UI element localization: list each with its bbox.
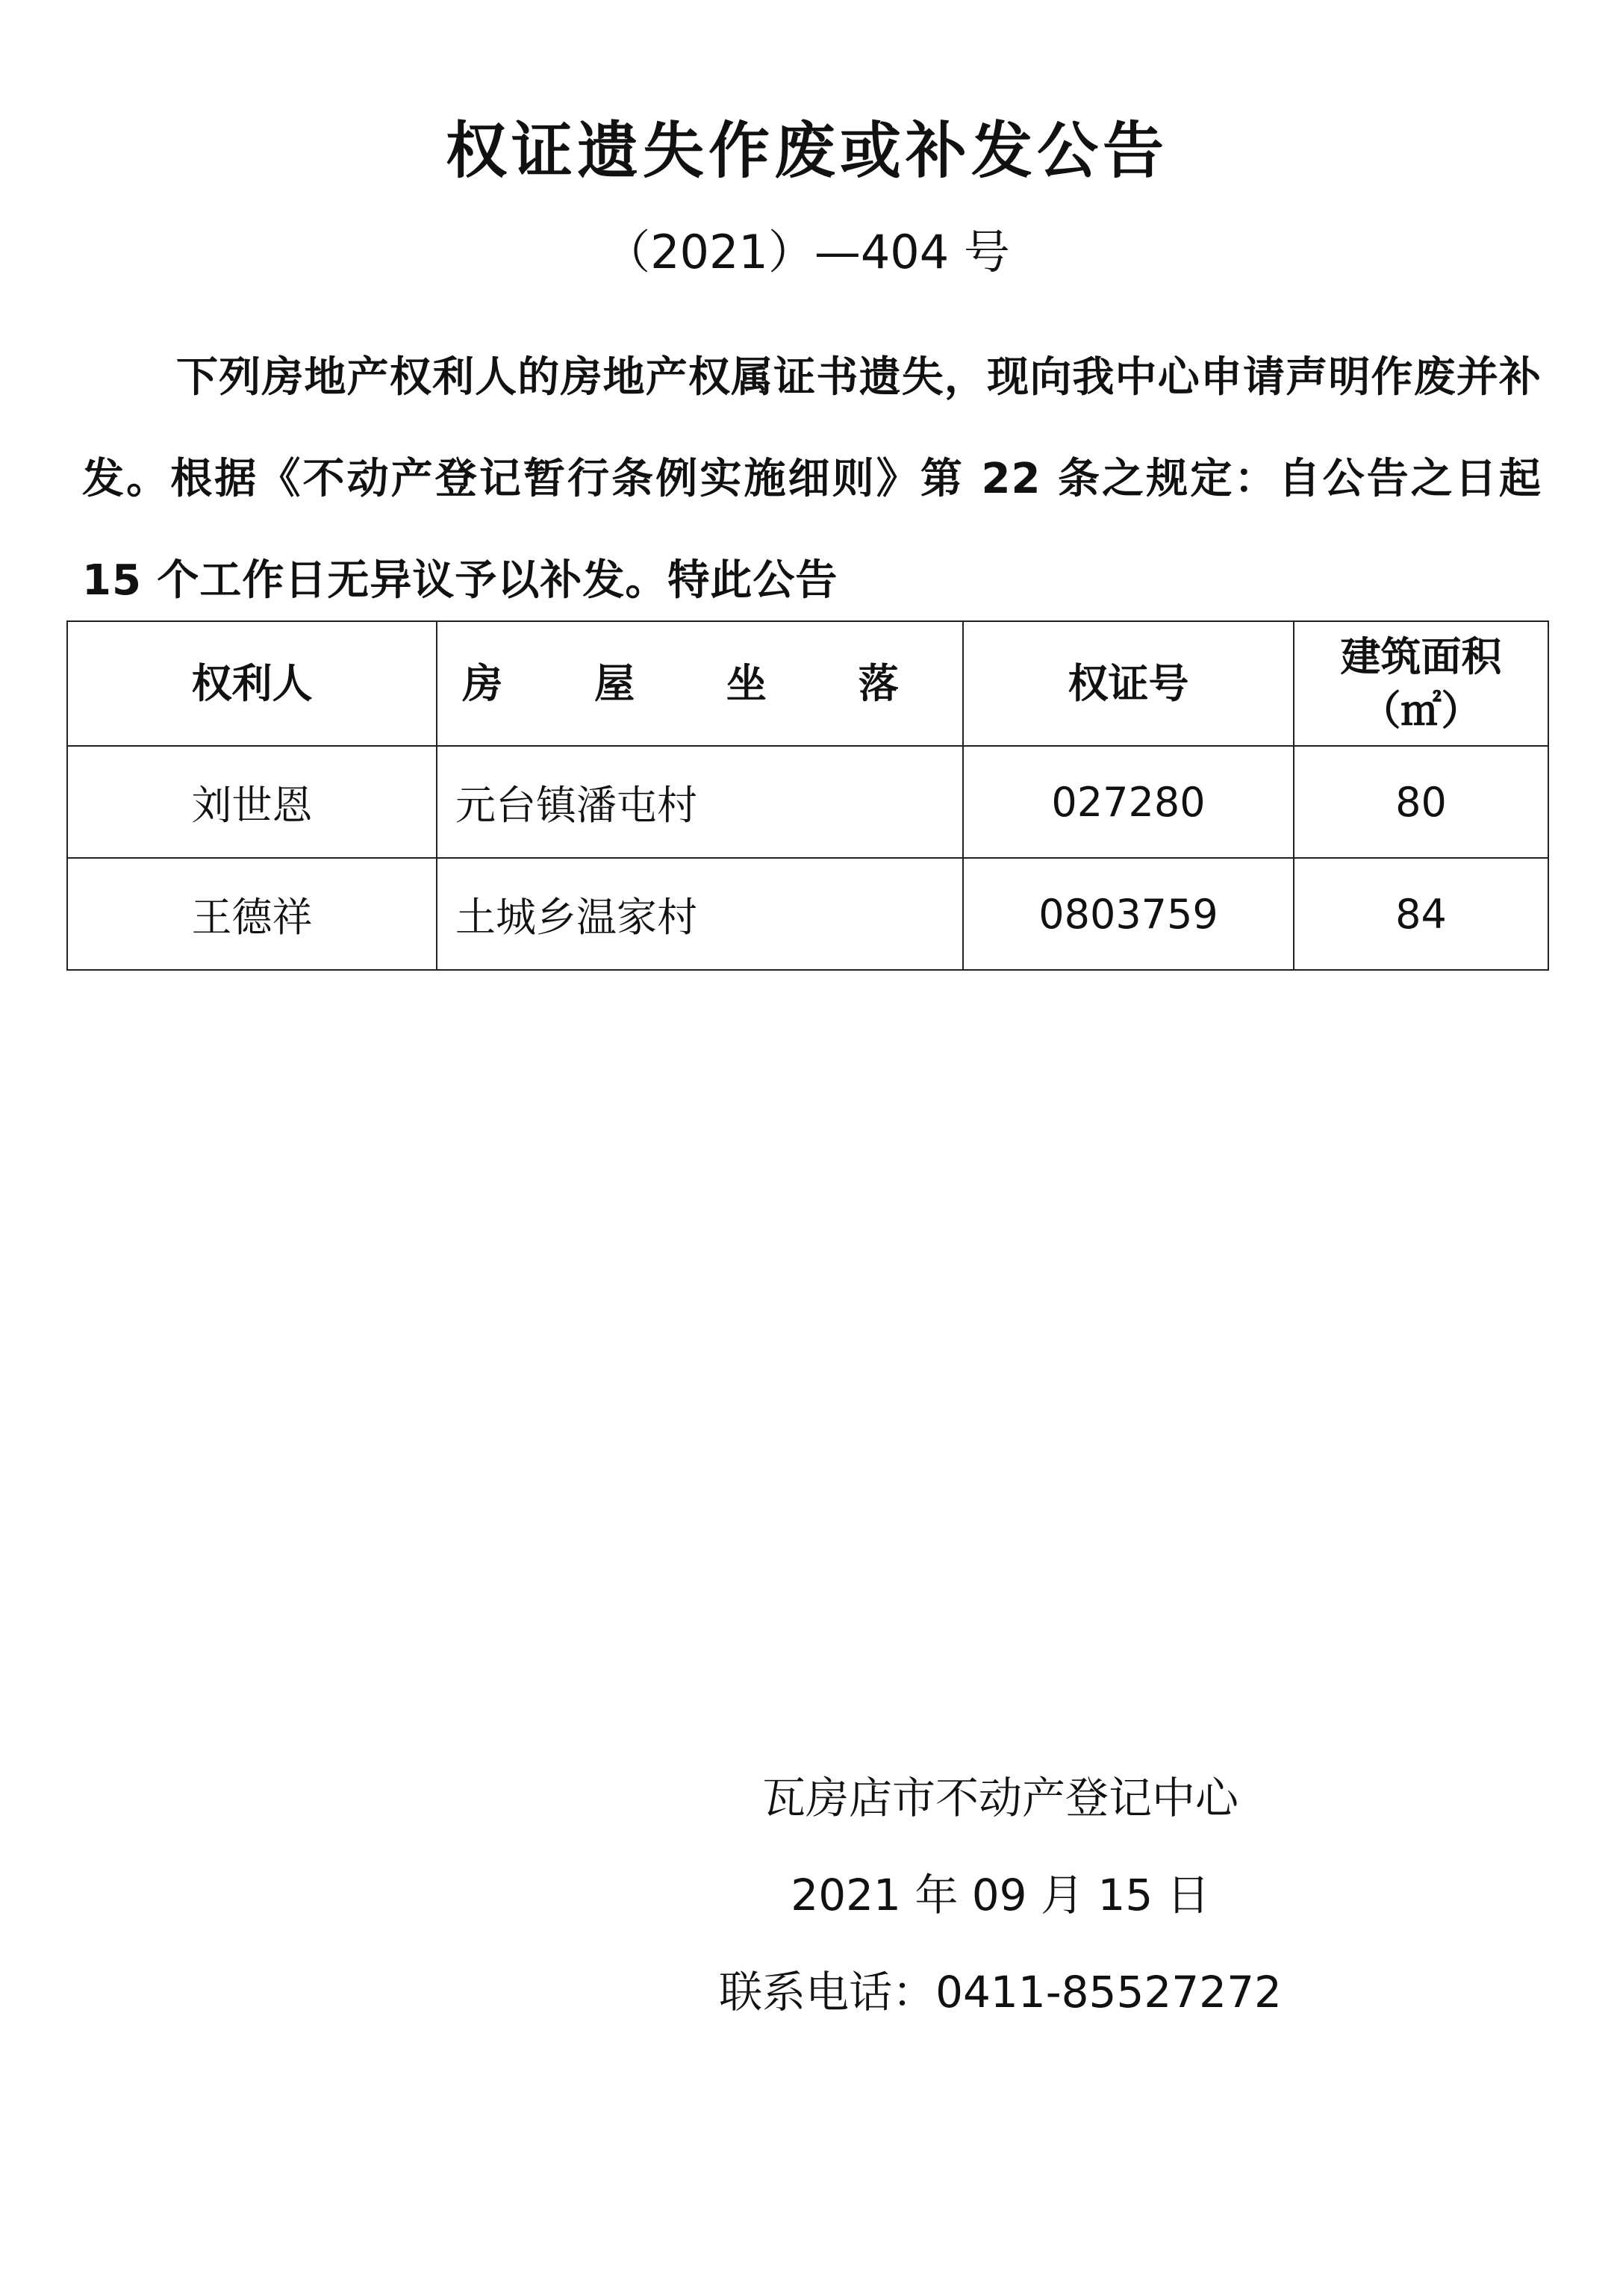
header-cert-no: 权证号 [963, 621, 1294, 746]
issue-date: 2021 年 09 月 15 日 [791, 1870, 1210, 1920]
cell-owner: 王德祥 [67, 858, 437, 970]
contact-phone: 联系电话：0411-85527272 [719, 1967, 1282, 2017]
table-row [67, 858, 1548, 970]
announcement-body: 下列房地产权利人的房地产权属证书遗失，现向我中心申请声明作废并补发。根据《不动产登记暂行条例实施细则》第 22 条之规定：自公告之日起 15 个工作日无异议予以补发。特此公告 [82, 353, 1542, 605]
issuer-name: 瓦房店市不动产登记中心 [761, 1773, 1238, 1823]
header-owner: 权利人 [67, 621, 437, 746]
cell-area: 84 [1294, 858, 1548, 970]
table-header-row [67, 621, 1548, 746]
header-area-label: 建筑面积 [1340, 632, 1502, 680]
cell-location: 元台镇潘屯村 [437, 746, 963, 858]
cell-cert-no: 027280 [963, 746, 1294, 858]
table-row [67, 746, 1548, 858]
header-location: 房 屋 坐 落 [437, 621, 963, 746]
cell-owner: 刘世恩 [67, 746, 437, 858]
records-table [66, 620, 1549, 971]
cell-location: 土城乡温家村 [437, 858, 963, 970]
cell-area: 80 [1294, 746, 1548, 858]
page-title: 权证遗失作废或补发公告 [445, 116, 1168, 187]
header-area-unit: （㎡） [1360, 686, 1482, 734]
header-area [1294, 621, 1548, 746]
document-number: （2021）—404 号 [604, 225, 1010, 279]
cell-cert-no: 0803759 [963, 858, 1294, 970]
